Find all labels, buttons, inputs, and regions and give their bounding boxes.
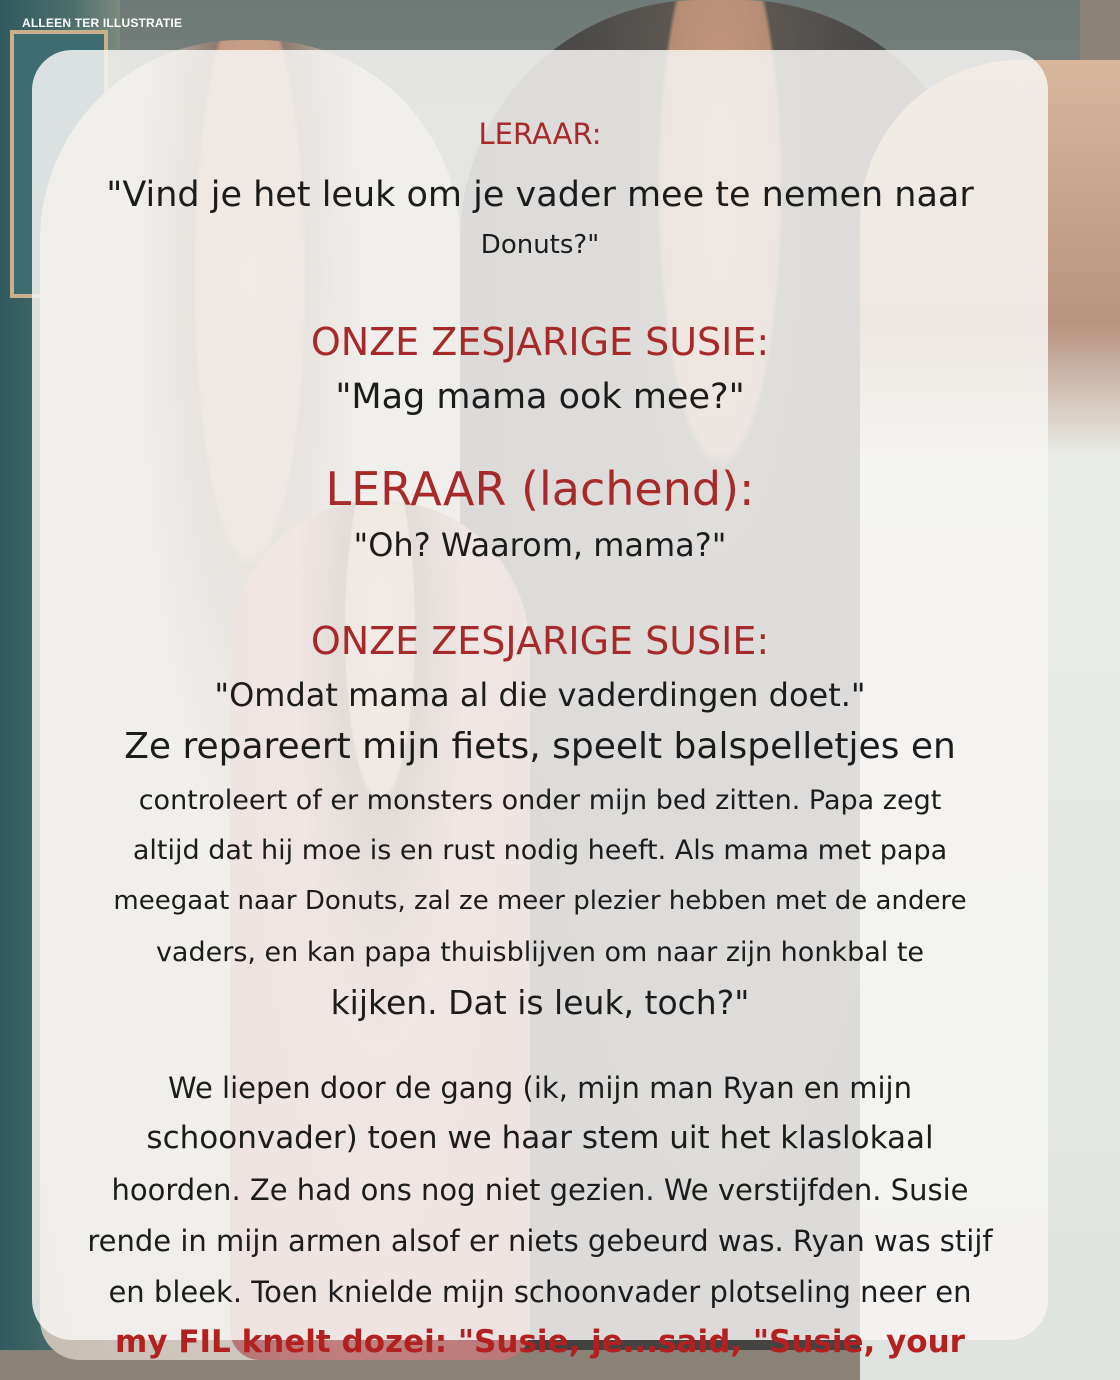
narration-line: en bleek. Toen knielde mijn schoonvader plotseling neer en: [108, 1275, 972, 1309]
susie-reply: "Mag mama ook mee?": [335, 377, 745, 417]
text-card: [32, 50, 1048, 1360]
narration-line: schoonvader) toen we haar stem uit het klaslokaal: [146, 1120, 934, 1156]
story-line: controleert of er monsters onder mijn bed zitten. Papa zegt: [138, 785, 942, 816]
speaker-teacher: LERAAR:: [478, 117, 602, 151]
teacher-question-line-1: "Vind je het leuk om je vader mee te nemen naar: [106, 175, 974, 215]
susie-answer: "Omdat mama al die vaderdingen doet.": [214, 676, 866, 714]
speaker-susie-2: ONZE ZESJARIGE SUSIE:: [310, 619, 770, 663]
narration-line: hoorden. Ze had ons nog niet gezien. We verstijfden. Susie: [111, 1173, 969, 1207]
narration-line: We liepen door de gang (ik, mijn man Ryan en mijn: [168, 1071, 912, 1105]
speaker-teacher-laughing: LERAAR (lachend):: [325, 462, 755, 516]
story-line: meegaat naar Donuts, zal ze meer plezier hebben met de andere: [113, 886, 967, 916]
story-line: Ze repareert mijn fiets, speelt balspelletjes en: [124, 726, 956, 767]
story-line: altijd dat hij moe is en rust nodig heeft. Als mama met papa: [132, 835, 948, 866]
narration-line: rende in mijn armen alsof er niets gebeurd was. Ryan was stijf: [87, 1224, 993, 1258]
speaker-susie: ONZE ZESJARIGE SUSIE:: [310, 320, 770, 364]
teacher-question-line-2: Donuts?": [480, 230, 600, 260]
illustration-caption: ALLEEN TER ILLUSTRATIE: [22, 16, 183, 30]
story-line: kijken. Dat is leuk, toch?": [330, 983, 750, 1022]
cutoff-line: my FIL knelt dozei: "Susie, je...said, "Susie, your: [115, 1324, 965, 1360]
teacher-reply: "Oh? Waarom, mama?": [353, 526, 727, 564]
story-line: vaders, en kan papa thuisblijven om naar zijn honkbal te: [155, 937, 925, 968]
